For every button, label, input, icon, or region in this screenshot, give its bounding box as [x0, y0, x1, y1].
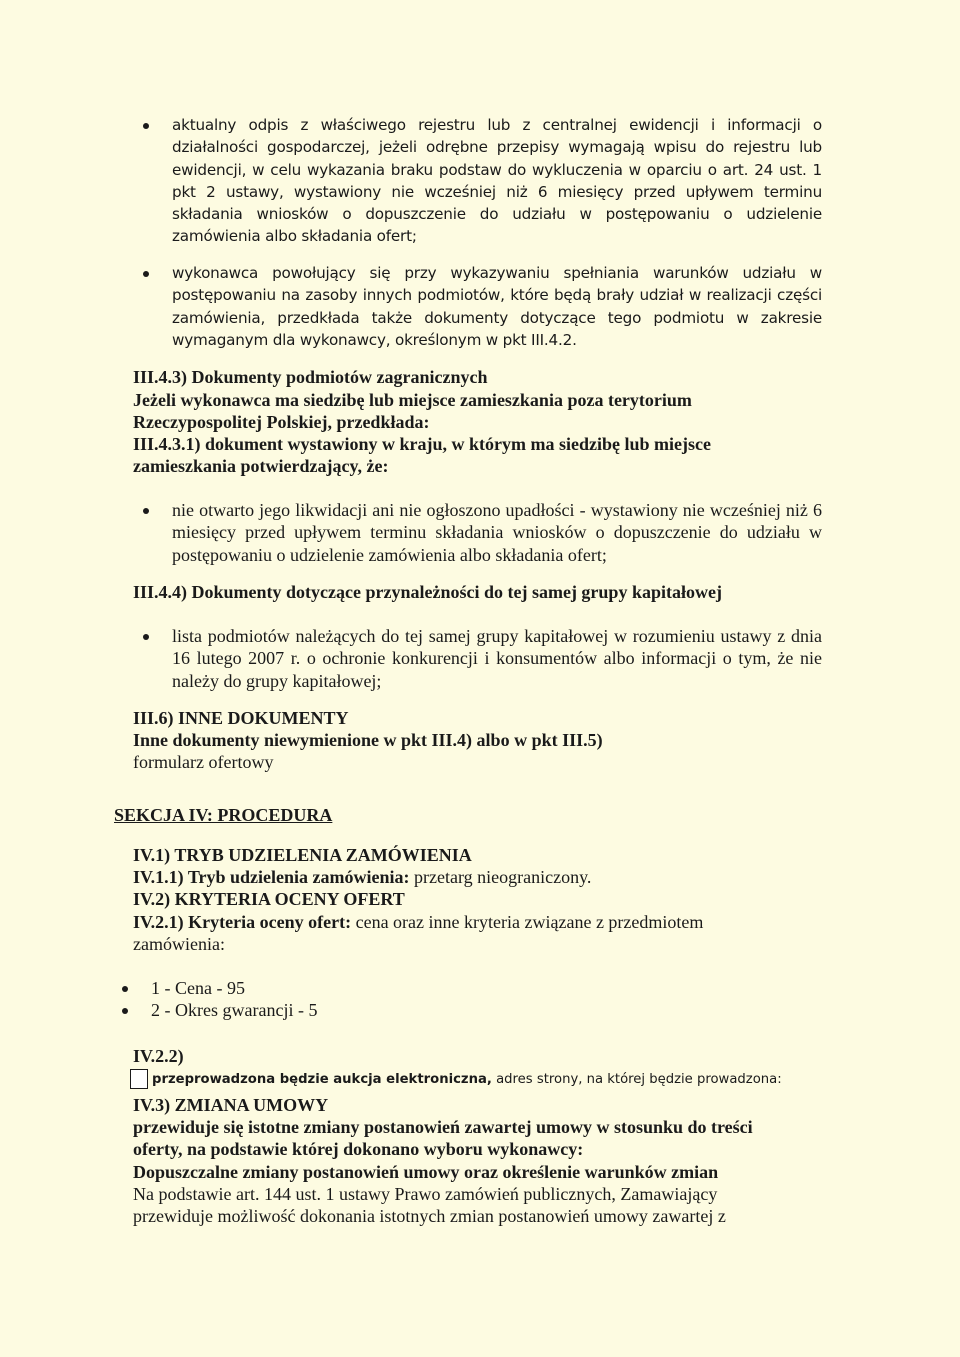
section-iv-3-heading: IV.3) ZMIANA UMOWY	[133, 1095, 329, 1115]
section-iv-2-1-line1	[133, 911, 703, 933]
section-iv-3-question-line2: oferty, na podstawie której dokonano wyboru wykonawcy:	[133, 1139, 584, 1159]
section-iii-4-3-subheading-line2: Rzeczypospolitej Polskiej, przedkłada:	[133, 412, 430, 432]
section-iv-2-2-heading: IV.2.2)	[133, 1046, 184, 1066]
section-iii-4-4-heading: III.4.4) Dokumenty dotyczące przynależności do tej samej grupy kapitałowej	[133, 582, 722, 602]
section-iv-3-text-line1: Na podstawie art. 144 ust. 1 ustawy Prawo zamówień publicznych, Zamawiający	[133, 1184, 718, 1204]
bullet-item-odpis: aktualny odpis z właściwego rejestru lub z centralnej ewidencji i informacji o działalności gospodarczej, jeżeli odrębne przepisy wymagają wpisu do rejestru lub ewidencji, w celu wykazania braku podstaw do wykluczenia w oparciu o art. 24 ust. 1 pkt 2 ustawy, wystawiony nie wcześniej niż 6 miesięcy przed upływem terminu składania wniosków o dopuszczenie do udziału w postępowaniu o udzielenie zamówienia albo składania ofert;	[172, 116, 822, 246]
bullet-dot	[122, 986, 128, 992]
section-iv-3-subheading: Dopuszczalne zmiany postanowień umowy oraz określenie warunków zmian	[133, 1162, 719, 1182]
section-iv-3-question-line1: przewiduje się istotne zmiany postanowień zawartej umowy w stosunku do treści	[133, 1117, 753, 1137]
auction-line	[152, 1070, 782, 1090]
section-iii-6-value: formularz ofertowy	[133, 752, 274, 772]
auction-label: przeprowadzona będzie aukcja elektroniczna,	[152, 1072, 492, 1087]
section-iii-4-3-1-line1: III.4.3.1) dokument wystawiony w kraju, w którym ma siedzibę lub miejsce	[133, 434, 712, 454]
bullet-dot	[122, 1008, 128, 1014]
bullet-dot	[143, 634, 149, 640]
section-iv-2-1-label: IV.2.1) Kryteria oceny ofert:	[133, 912, 352, 932]
bullet-item-likwidacja: nie otwarto jego likwidacji ani nie ogłoszono upadłości - wystawiony nie wcześniej niż 6 miesięcy przed upływem terminu składania wniosków o dopuszczenie do udziału w postępowaniu o udzielenie zamówienia albo składania ofert;	[172, 500, 822, 565]
section-iv-2-1-value: cena oraz inne kryteria związane z przedmiotem	[351, 912, 704, 932]
section-iv-1-1-label: IV.1.1) Tryb udzielenia zamówienia:	[133, 867, 410, 887]
bullet-item-zasoby: wykonawca powołujący się przy wykazywaniu spełniania warunków udziału w postępowaniu na zasoby innych podmiotów, które będą brały udział w realizacji części zamówienia, przedkłada także dokumenty dotyczące tego podmiotu w zakresie wymaganym dla wykonawcy, określonym w pkt III.4.2.	[172, 264, 822, 349]
bullet-dot	[143, 123, 149, 129]
bullet-dot	[143, 508, 149, 514]
section-iv-2-heading: IV.2) KRYTERIA OCENY OFERT	[133, 889, 405, 909]
section-iv-2-1-line2: zamówienia:	[133, 934, 225, 954]
section-iv-1-heading: IV.1) TRYB UDZIELENIA ZAMÓWIENIA	[133, 845, 472, 865]
auction-address-label: adres strony, na której będzie prowadzona:	[491, 1072, 782, 1087]
section-iii-4-3-heading: III.4.3) Dokumenty podmiotów zagranicznych	[133, 367, 488, 387]
section-iv-1-1-value: przetarg nieograniczony.	[409, 867, 592, 887]
section-iii-6-heading: III.6) INNE DOKUMENTY	[133, 708, 349, 728]
criteria-item-gwarancja: 2 - Okres gwarancji - 5	[151, 1000, 318, 1020]
section-iii-4-3-subheading-line1: Jeżeli wykonawca ma siedzibę lub miejsce zamieszkania poza terytorium	[133, 390, 692, 410]
criteria-item-cena: 1 - Cena - 95	[151, 978, 245, 998]
bullet-item-grupa-kapitalowa: lista podmiotów należących do tej samej grupy kapitałowej w rozumieniu ustawy z dnia 16 lutego 2007 r. o ochronie konkurencji i konsumentów albo informacji o tym, że nie należy do grupy kapitałowej;	[172, 626, 822, 691]
section-iii-6-subheading: Inne dokumenty niewymienione w pkt III.4) albo w pkt III.5)	[133, 730, 603, 750]
section-iv-title: SEKCJA IV: PROCEDURA	[114, 805, 333, 825]
section-iv-1-1-line	[133, 866, 591, 888]
section-iii-4-3-1-line2: zamieszkania potwierdzający, że:	[133, 456, 389, 476]
bullet-dot	[143, 271, 149, 277]
section-iv-3-text-line2: przewiduje możliwość dokonania istotnych zmian postanowień umowy zawartej z	[133, 1206, 726, 1226]
auction-checkbox[interactable]	[130, 1069, 148, 1089]
